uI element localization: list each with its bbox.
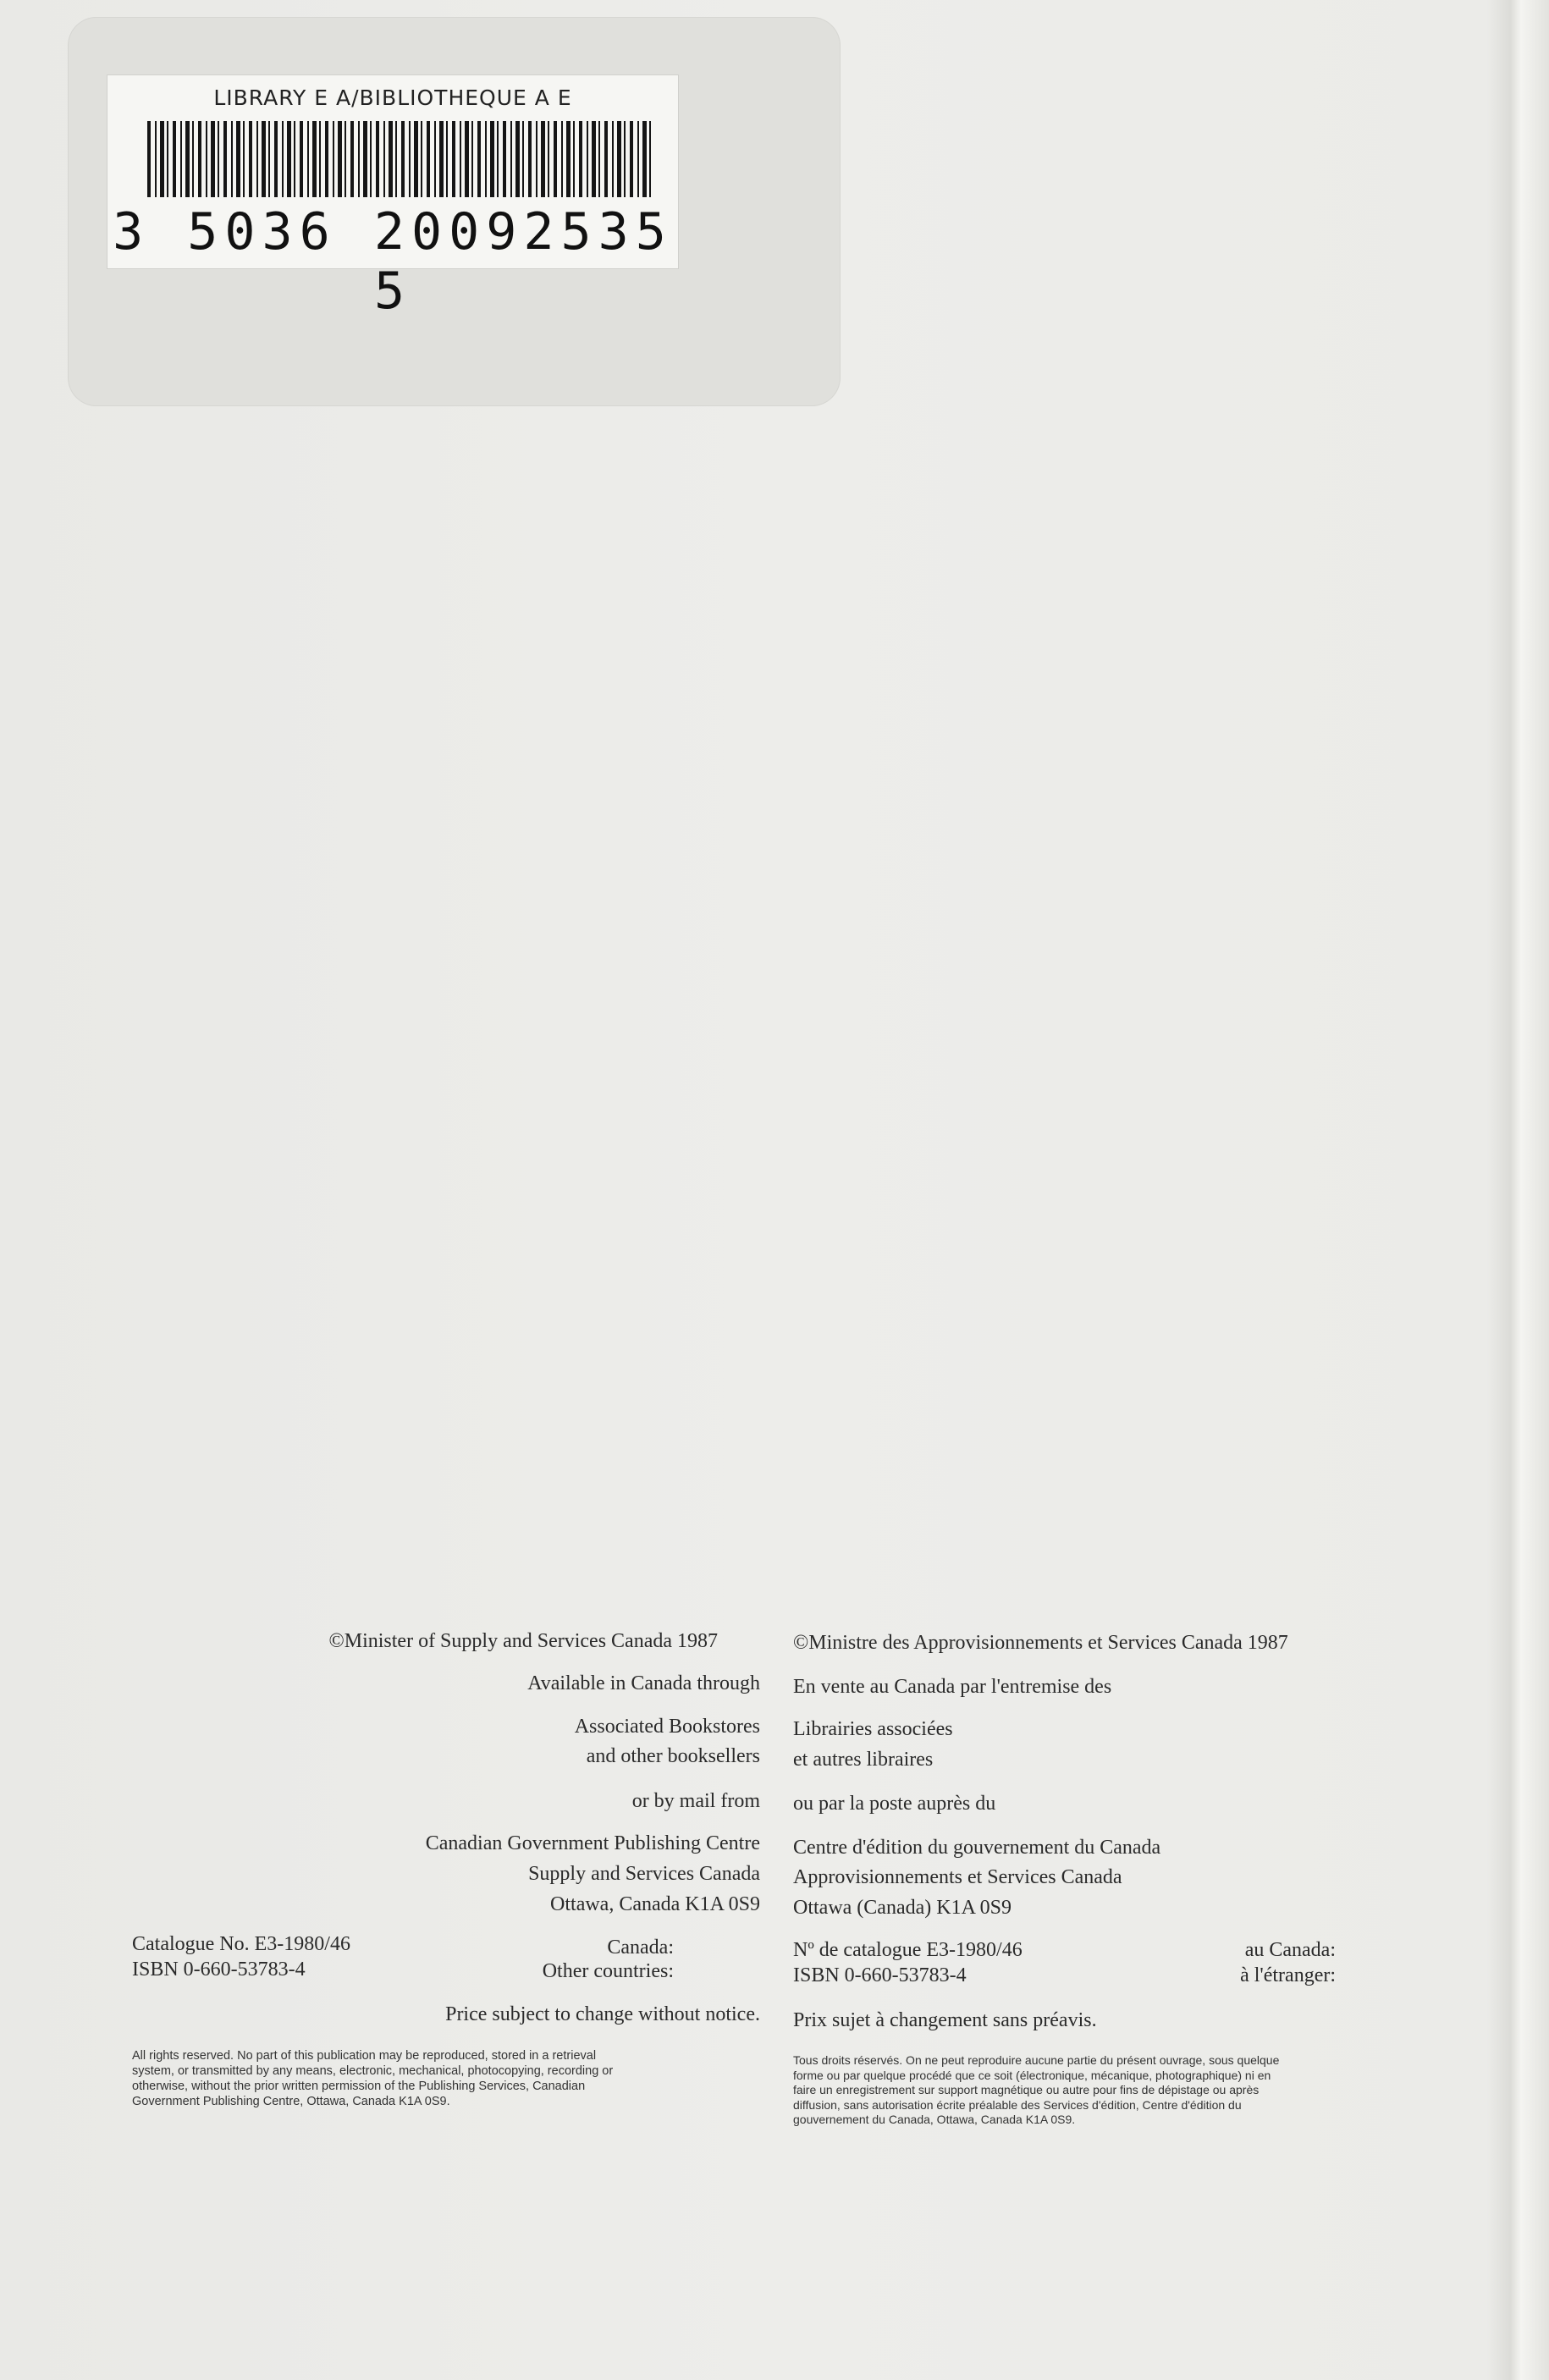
mail-en: or by mail from [631, 1790, 760, 1812]
address-line2-fr: Approvisionnements et Services Canada [793, 1866, 1122, 1888]
rights-notice-en [132, 2048, 758, 2109]
barcode-label [107, 74, 679, 321]
price-notice-fr: Prix sujet à changement sans préavis. [793, 2009, 1097, 2031]
isbn-fr: ISBN 0-660-53783-4 [793, 1964, 967, 1986]
address-line1-en: Canadian Government Publishing Centre [425, 1832, 760, 1854]
booksellers-en: and other booksellers [586, 1745, 760, 1767]
mail-fr: ou par la poste auprès du [793, 1793, 996, 1815]
rights-line: Tous droits réservés. On ne peut reproduire aucune partie du présent ouvrage, sous quelque [793, 2053, 1280, 2067]
copyright-fr: ©Ministre des Approvisionnements et Services Canada 1987 [793, 1632, 1288, 1654]
address-line3-fr: Ottawa (Canada) K1A 0S9 [793, 1897, 1012, 1919]
rights-line: All rights reserved. No part of this publication may be reproduced, stored in a retrieval [132, 2049, 597, 2063]
barcode-icon [147, 121, 655, 197]
rights-line: otherwise, without the prior written permission of the Publishing Services, Canadian [132, 2080, 586, 2093]
address-line3-en: Ottawa, Canada K1A 0S9 [550, 1893, 760, 1915]
booksellers-fr: et autres libraires [793, 1749, 934, 1771]
canada-price-label-fr: au Canada: [1244, 1939, 1336, 1961]
other-countries-label-fr: à l'étranger: [1240, 1964, 1336, 1986]
available-en: Available in Canada through [527, 1672, 760, 1694]
other-countries-label-en: Other countries: [542, 1960, 674, 1982]
rights-line: diffusion, sans autorisation écrite préalable des Services d'édition, Centre d'édition du [793, 2097, 1242, 2112]
available-fr: En vente au Canada par l'entremise des [793, 1676, 1112, 1698]
price-notice-en: Price subject to change without notice. [445, 2003, 760, 2025]
catalogue-number-en: Catalogue No. E3-1980/46 [132, 1933, 350, 1955]
rights-line: system, or transmitted by any means, electronic, mechanical, photocopying, recording or [132, 2064, 614, 2078]
bookstores-en: Associated Bookstores [574, 1716, 760, 1738]
bookstores-fr: Librairies associées [793, 1718, 953, 1740]
rights-line: Government Publishing Centre, Ottawa, Canada K1A 0S9. [132, 2095, 450, 2108]
catalogue-number-fr: Nº de catalogue E3-1980/46 [793, 1939, 1023, 1961]
label-title: LIBRARY E A/BIBLIOTHEQUE A E [213, 85, 572, 110]
barcode-number: 3 5036 20092535 5 [113, 202, 673, 321]
rights-line: faire un enregistrement sur support magnétique ou autre pour fins de dépistage ou après [793, 2083, 1260, 2096]
canada-price-label-en: Canada: [607, 1937, 674, 1959]
copyright-en: ©Minister of Supply and Services Canada 1987 [328, 1630, 718, 1652]
isbn-en: ISBN 0-660-53783-4 [132, 1959, 306, 1981]
rights-notice-fr [793, 2053, 1419, 2128]
rights-line: forme ou par quelque procédé que ce soit (électronique, mécanique, photographique) ni en [793, 2068, 1271, 2082]
address-line2-en: Supply and Services Canada [528, 1863, 760, 1885]
rights-line: gouvernement du Canada, Ottawa, Canada K1A 0S9. [793, 2113, 1076, 2126]
address-line1-fr: Centre d'édition du gouvernement du Canada [793, 1837, 1161, 1859]
